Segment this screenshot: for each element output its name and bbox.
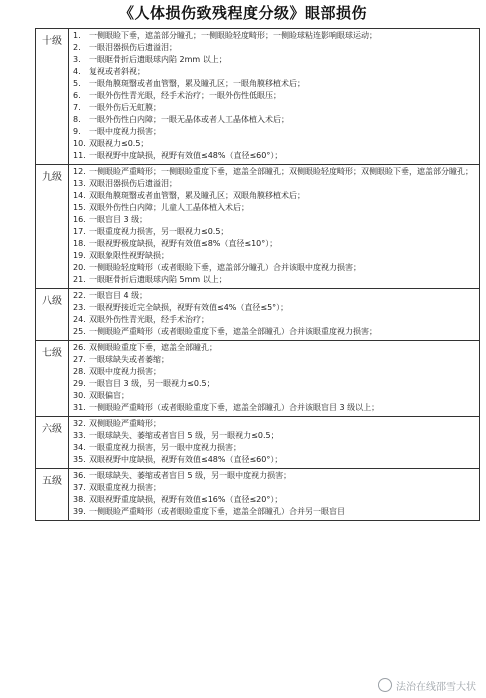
grade-row [36, 29, 480, 165]
injury-item [73, 30, 476, 42]
injury-item [73, 342, 476, 354]
injury-item [73, 314, 476, 326]
item-number: 25. [73, 327, 86, 336]
item-number: 30. [73, 391, 86, 400]
item-text: 双眼角膜斑翳或者血管翳，累及瞳孔区；双眼角膜移植术后； [89, 191, 305, 200]
grade-items [69, 417, 480, 469]
item-number: 37. [73, 483, 86, 492]
item-number: 21. [73, 275, 86, 284]
item-text: 双侧眼睑重度下垂，遮盖全部瞳孔； [89, 343, 217, 352]
item-text: 一眼重度视力损害，另一眼中度视力损害； [89, 443, 241, 452]
item-text: 一侧眼睑严重畸形（或者眼睑重度下垂，遮盖全部瞳孔）合并该眼盲目 3 级以上； [89, 403, 380, 412]
item-text: 一眼球缺失、萎缩或者盲目 5 级，另一眼视力≤0.5； [89, 431, 279, 440]
item-number: 33. [73, 431, 86, 440]
watermark [378, 676, 476, 694]
item-number: 26. [73, 343, 86, 352]
grade-items [69, 469, 480, 521]
injury-item [73, 66, 476, 78]
document-title: 《人体损伤致残程度分级》眼部损伤 [118, 4, 367, 22]
item-number: 36. [73, 471, 86, 480]
item-number: 23. [73, 303, 86, 312]
injury-item [73, 366, 476, 378]
item-text: 双眼视力≤0.5； [89, 139, 149, 148]
item-text: 一侧眼睑严重畸形；一侧眼睑重度下垂，遮盖全部瞳孔；双侧眼睑轻度畸形；双侧眼睑下垂，遮盖部分瞳孔； [89, 167, 473, 176]
item-number: 1. [73, 31, 81, 40]
injury-item [73, 482, 476, 494]
item-number: 35. [73, 455, 86, 464]
grade-row [36, 341, 480, 417]
injury-item [73, 214, 476, 226]
injury-item [73, 302, 476, 314]
item-text: 一眼视野中度缺损，视野有效值≤48%（直径≤60°）； [89, 151, 283, 160]
injury-item [73, 78, 476, 90]
grade-label: 八级 [36, 289, 69, 341]
item-text: 一眼眶骨折后遗眼球内陷 5mm 以上； [89, 275, 227, 284]
item-text: 一眼视野接近完全缺损，视野有效值≤4%（直径≤5°）； [89, 303, 289, 312]
grade-items [69, 29, 480, 165]
grade-label: 六级 [36, 417, 69, 469]
injury-item [73, 470, 476, 482]
injury-item [73, 126, 476, 138]
item-text: 一眼外伤性白内障；一眼无晶体或者人工晶体植入术后； [89, 115, 289, 124]
injury-item [73, 494, 476, 506]
item-text: 双眼象限性视野缺损； [89, 251, 169, 260]
item-number: 24. [73, 315, 86, 324]
item-number: 3. [73, 55, 81, 64]
item-text: 一眼盲目 3 级； [89, 215, 148, 224]
injury-item [73, 178, 476, 190]
item-number: 12. [73, 167, 86, 176]
injury-item [73, 430, 476, 442]
item-number: 4. [73, 67, 81, 76]
item-text: 一眼中度视力损害； [89, 127, 161, 136]
item-text: 一眼重度视力损害，另一眼视力≤0.5； [89, 227, 229, 236]
injury-item [73, 274, 476, 286]
item-number: 14. [73, 191, 86, 200]
grade-label: 七级 [36, 341, 69, 417]
item-text: 一眼泪器损伤后遗溢泪； [89, 43, 177, 52]
item-text: 一眼球缺失、萎缩或者盲目 5 级，另一眼中度视力损害； [89, 471, 292, 480]
item-text: 双眼外伤性青光眼，经手术治疗； [89, 315, 209, 324]
item-number: 29. [73, 379, 86, 388]
injury-item [73, 326, 476, 338]
item-text: 一眼眶骨折后遗眼球内陷 2mm 以上； [89, 55, 227, 64]
item-number: 5. [73, 79, 81, 88]
item-number: 19. [73, 251, 86, 260]
item-number: 7. [73, 103, 81, 112]
item-text: 一眼盲目 4 级； [89, 291, 148, 300]
item-text: 一侧眼睑轻度畸形（或者眼睑下垂，遮盖部分瞳孔）合并该眼中度视力损害； [89, 263, 361, 272]
item-number: 17. [73, 227, 86, 236]
injury-item [73, 290, 476, 302]
item-number: 28. [73, 367, 86, 376]
injury-item [73, 354, 476, 366]
injury-item [73, 150, 476, 162]
watermark-text: 法治在线邵雪大状 [396, 681, 476, 693]
wechat-icon [378, 678, 392, 692]
item-text: 双眼重度视力损害； [89, 483, 161, 492]
item-number: 27. [73, 355, 86, 364]
item-text: 一侧眼睑严重畸形（或者眼睑重度下垂，遮盖全部瞳孔）合并另一眼盲目 [89, 507, 345, 516]
injury-item [73, 114, 476, 126]
injury-item [73, 190, 476, 202]
injury-item [73, 138, 476, 150]
grade-row [36, 469, 480, 521]
injury-item [73, 506, 476, 518]
item-text: 一眼盲目 3 级，另一眼视力≤0.5； [89, 379, 215, 388]
item-text: 双眼视野中度缺损，视野有效值≤48%（直径≤60°）； [89, 455, 283, 464]
item-number: 10. [73, 139, 86, 148]
grade-label: 九级 [36, 165, 69, 289]
grade-items [69, 289, 480, 341]
item-text: 双眼视野重度缺损，视野有效值≤16%（直径≤20°）； [89, 495, 283, 504]
item-number: 18. [73, 239, 86, 248]
item-text: 双眼中度视力损害； [89, 367, 161, 376]
item-number: 8. [73, 115, 81, 124]
item-text: 双眼泪器损伤后遗溢泪； [89, 179, 177, 188]
item-text: 复视或者斜视； [89, 67, 145, 76]
item-text: 一眼外伤后无虹膜； [89, 103, 161, 112]
item-number: 22. [73, 291, 86, 300]
injury-item [73, 402, 476, 414]
injury-item [73, 202, 476, 214]
item-number: 32. [73, 419, 86, 428]
item-number: 11. [73, 151, 86, 160]
item-number: 39. [73, 507, 86, 516]
item-number: 31. [73, 403, 86, 412]
item-number: 38. [73, 495, 86, 504]
item-text: 一眼角膜斑翳或者血管翳，累及瞳孔区；一眼角膜移植术后； [89, 79, 305, 88]
grade-row [36, 165, 480, 289]
injury-item [73, 418, 476, 430]
grade-label: 十级 [36, 29, 69, 165]
injury-item [73, 250, 476, 262]
injury-item [73, 454, 476, 466]
injury-item [73, 226, 476, 238]
item-text: 双侧眼睑严重畸形； [89, 419, 161, 428]
item-number: 13. [73, 179, 86, 188]
injury-item [73, 54, 476, 66]
item-text: 一眼视野极度缺损，视野有效值≤8%（直径≤10°）； [89, 239, 278, 248]
injury-item [73, 238, 476, 250]
item-number: 6. [73, 91, 81, 100]
item-number: 34. [73, 443, 86, 452]
grade-items [69, 165, 480, 289]
injury-item [73, 442, 476, 454]
item-number: 2. [73, 43, 81, 52]
item-text: 一侧眼睑下垂，遮盖部分瞳孔；一侧眼睑轻度畸形；一侧睑球粘连影响眼球运动； [89, 31, 377, 40]
item-number: 20. [73, 263, 86, 272]
grade-label: 五级 [36, 469, 69, 521]
injury-item [73, 90, 476, 102]
item-text: 一侧眼睑严重畸形（或者眼睑重度下垂，遮盖全部瞳孔）合并该眼重度视力损害； [89, 327, 377, 336]
injury-item [73, 166, 476, 178]
injury-item [73, 42, 476, 54]
injury-item [73, 102, 476, 114]
injury-item [73, 390, 476, 402]
item-number: 15. [73, 203, 86, 212]
grade-row [36, 289, 480, 341]
item-text: 一眼球缺失或者萎缩； [89, 355, 169, 364]
item-text: 一眼外伤性青光眼，经手术治疗；一眼外伤性低眼压； [89, 91, 281, 100]
item-text: 双眼偏盲； [89, 391, 129, 400]
grade-row [36, 417, 480, 469]
injury-item [73, 378, 476, 390]
item-text: 双眼外伤性白内障；儿童人工晶体植入术后； [89, 203, 249, 212]
item-number: 9. [73, 127, 81, 136]
injury-item [73, 262, 476, 274]
disability-grade-table [35, 28, 480, 521]
grade-items [69, 341, 480, 417]
item-number: 16. [73, 215, 86, 224]
